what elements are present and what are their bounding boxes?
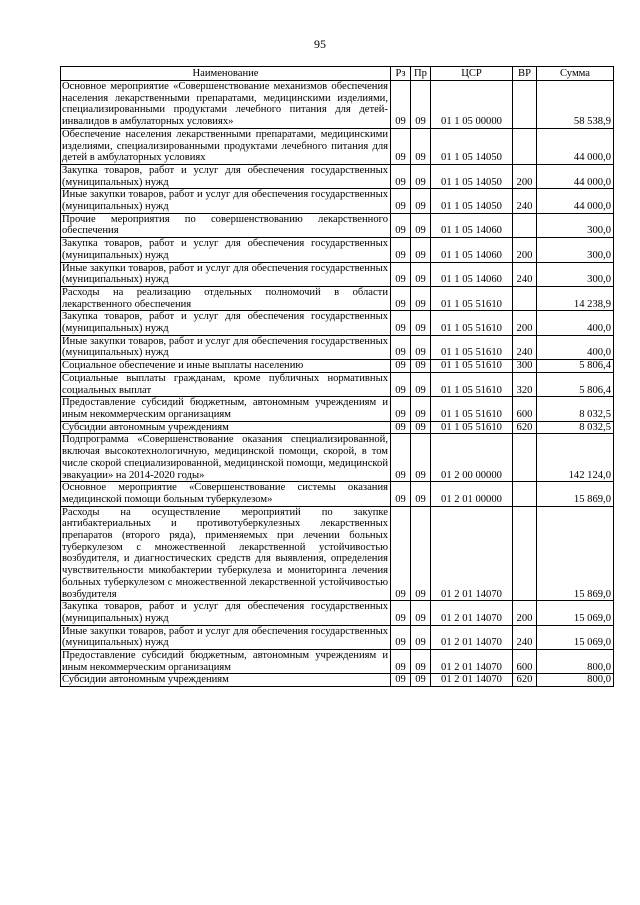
cell-pr: 09: [411, 434, 431, 482]
cell-name: Обеспечение населения лекарственными препаратами, медицинскими изделиями, специализированными продуктами лечебного питания для детей в амбулаторных условиях: [61, 128, 391, 164]
header-sum: Сумма: [537, 67, 614, 81]
cell-name: Социальные выплаты гражданам, кроме публичных нормативных социальных выплат: [61, 372, 391, 396]
cell-rz: 09: [391, 189, 411, 213]
cell-sum: 5 806,4: [537, 360, 614, 373]
cell-vr: [513, 286, 537, 310]
cell-pr: 09: [411, 625, 431, 649]
cell-rz: 09: [391, 335, 411, 359]
cell-vr: 620: [513, 421, 537, 434]
cell-csr: 01 2 01 14070: [431, 625, 513, 649]
cell-pr: 09: [411, 360, 431, 373]
cell-csr: 01 2 01 14070: [431, 650, 513, 674]
cell-rz: 09: [391, 421, 411, 434]
cell-csr: 01 1 05 51610: [431, 360, 513, 373]
header-rz: Рз: [391, 67, 411, 81]
header-pr: Пр: [411, 67, 431, 81]
cell-pr: 09: [411, 213, 431, 237]
table-row: [61, 360, 614, 373]
table-row: [61, 434, 614, 482]
cell-pr: 09: [411, 650, 431, 674]
cell-vr: 620: [513, 674, 537, 687]
table-row: [61, 674, 614, 687]
cell-name: Иные закупки товаров, работ и услуг для обеспечения государственных (муниципальных) нужд: [61, 189, 391, 213]
budget-table: [60, 66, 614, 687]
cell-rz: 09: [391, 650, 411, 674]
cell-sum: 800,0: [537, 674, 614, 687]
cell-rz: 09: [391, 238, 411, 262]
cell-pr: 09: [411, 482, 431, 506]
table-row: [61, 421, 614, 434]
cell-rz: 09: [391, 164, 411, 188]
cell-csr: 01 2 01 14070: [431, 506, 513, 601]
cell-vr: 300: [513, 360, 537, 373]
cell-pr: 09: [411, 397, 431, 421]
cell-rz: 09: [391, 482, 411, 506]
cell-vr: [513, 506, 537, 601]
cell-sum: 8 032,5: [537, 421, 614, 434]
cell-rz: 09: [391, 81, 411, 129]
cell-sum: 44 000,0: [537, 128, 614, 164]
cell-name: Предоставление субсидий бюджетным, автономным учреждениям и иным некоммерческим организациям: [61, 397, 391, 421]
cell-sum: 15 069,0: [537, 625, 614, 649]
cell-pr: 09: [411, 238, 431, 262]
cell-csr: 01 1 05 14050: [431, 189, 513, 213]
cell-rz: 09: [391, 434, 411, 482]
table-header-row: [61, 67, 614, 81]
cell-vr: 240: [513, 335, 537, 359]
cell-csr: 01 2 00 00000: [431, 434, 513, 482]
cell-vr: [513, 81, 537, 129]
cell-name: Основное мероприятие «Совершенствование системы оказания медицинской помощи больным туберкулезом»: [61, 482, 391, 506]
cell-rz: 09: [391, 311, 411, 335]
table-row: [61, 601, 614, 625]
cell-sum: 800,0: [537, 650, 614, 674]
cell-name: Социальное обеспечение и иные выплаты населению: [61, 360, 391, 373]
table-row: [61, 625, 614, 649]
cell-csr: 01 1 05 51610: [431, 286, 513, 310]
cell-csr: 01 1 05 51610: [431, 335, 513, 359]
cell-csr: 01 1 05 14060: [431, 262, 513, 286]
cell-csr: 01 1 05 51610: [431, 372, 513, 396]
table-row: [61, 397, 614, 421]
table-row: [61, 262, 614, 286]
cell-name: Иные закупки товаров, работ и услуг для обеспечения государственных (муниципальных) нужд: [61, 625, 391, 649]
cell-csr: 01 2 01 14070: [431, 601, 513, 625]
cell-sum: 400,0: [537, 335, 614, 359]
cell-rz: 09: [391, 128, 411, 164]
cell-rz: 09: [391, 213, 411, 237]
table-row: [61, 128, 614, 164]
cell-rz: 09: [391, 262, 411, 286]
table-row: [61, 482, 614, 506]
header-csr: ЦСР: [431, 67, 513, 81]
cell-name: Прочие мероприятия по совершенствованию лекарственного обеспечения: [61, 213, 391, 237]
cell-csr: 01 1 05 51610: [431, 397, 513, 421]
cell-pr: 09: [411, 421, 431, 434]
cell-vr: 320: [513, 372, 537, 396]
cell-pr: 09: [411, 335, 431, 359]
cell-name: Расходы на реализацию отдельных полномочий в области лекарственного обеспечения: [61, 286, 391, 310]
table-row: [61, 335, 614, 359]
cell-pr: 09: [411, 128, 431, 164]
cell-name: Предоставление субсидий бюджетным, автономным учреждениям и иным некоммерческим организациям: [61, 650, 391, 674]
cell-csr: 01 1 05 14050: [431, 164, 513, 188]
cell-vr: 200: [513, 164, 537, 188]
cell-name: Расходы на осуществление мероприятий по закупке антибактериальных и противотуберкулезных лекарственных препаратов (второго ряда), применяемых при лечении больных туберкулезом с множественной лекарственной устойчивостью возбудителя, и диагностических средств для выявления, определения чувствительности микобактерии туберкулеза и мониторинга лечения больных туберкулезом с множественной лекарственной устойчивостью возбудителя: [61, 506, 391, 601]
table-row: [61, 164, 614, 188]
cell-vr: [513, 434, 537, 482]
cell-sum: 300,0: [537, 262, 614, 286]
table-row: [61, 189, 614, 213]
cell-name: Субсидии автономным учреждениям: [61, 674, 391, 687]
cell-sum: 300,0: [537, 238, 614, 262]
cell-sum: 15 869,0: [537, 482, 614, 506]
cell-sum: 44 000,0: [537, 189, 614, 213]
cell-name: Закупка товаров, работ и услуг для обеспечения государственных (муниципальных) нужд: [61, 311, 391, 335]
cell-name: Закупка товаров, работ и услуг для обеспечения государственных (муниципальных) нужд: [61, 601, 391, 625]
cell-vr: 240: [513, 189, 537, 213]
cell-sum: 142 124,0: [537, 434, 614, 482]
cell-csr: 01 1 05 14060: [431, 213, 513, 237]
cell-vr: 200: [513, 311, 537, 335]
cell-name: Иные закупки товаров, работ и услуг для обеспечения государственных (муниципальных) нужд: [61, 262, 391, 286]
cell-sum: 400,0: [537, 311, 614, 335]
page-number: 95: [314, 37, 326, 51]
cell-sum: 44 000,0: [537, 164, 614, 188]
cell-vr: 600: [513, 397, 537, 421]
cell-name: Основное мероприятие «Совершенствование механизмов обеспечения населения лекарственными препаратами, медицинскими изделиями, специализированными продуктами лечебного питания для детей-инвалидов в амбулаторных условиях»: [61, 81, 391, 129]
cell-pr: 09: [411, 164, 431, 188]
cell-sum: 8 032,5: [537, 397, 614, 421]
cell-rz: 09: [391, 625, 411, 649]
cell-vr: [513, 213, 537, 237]
cell-vr: 200: [513, 238, 537, 262]
cell-csr: 01 1 05 14060: [431, 238, 513, 262]
cell-name: Закупка товаров, работ и услуг для обеспечения государственных (муниципальных) нужд: [61, 238, 391, 262]
table-row: [61, 213, 614, 237]
header-vr: ВР: [513, 67, 537, 81]
cell-csr: 01 1 05 51610: [431, 311, 513, 335]
cell-rz: 09: [391, 397, 411, 421]
table-row: [61, 81, 614, 129]
table-row: [61, 311, 614, 335]
cell-rz: 09: [391, 286, 411, 310]
cell-csr: 01 2 01 14070: [431, 674, 513, 687]
table-row: [61, 506, 614, 601]
cell-pr: 09: [411, 189, 431, 213]
cell-sum: 15 069,0: [537, 601, 614, 625]
cell-vr: [513, 128, 537, 164]
header-name: Наименование: [61, 67, 391, 81]
cell-vr: [513, 482, 537, 506]
cell-sum: 15 869,0: [537, 506, 614, 601]
cell-pr: 09: [411, 506, 431, 601]
cell-name: Иные закупки товаров, работ и услуг для обеспечения государственных (муниципальных) нужд: [61, 335, 391, 359]
cell-sum: 14 238,9: [537, 286, 614, 310]
cell-vr: 240: [513, 262, 537, 286]
cell-rz: 09: [391, 372, 411, 396]
cell-pr: 09: [411, 311, 431, 335]
cell-name: Субсидии автономным учреждениям: [61, 421, 391, 434]
cell-sum: 58 538,9: [537, 81, 614, 129]
cell-rz: 09: [391, 506, 411, 601]
table-row: [61, 238, 614, 262]
cell-name: Подпрограмма «Совершенствование оказания специализированной, включая высокотехнологичную, медицинской помощи, скорой, в том числе скорой специализированной, медицинской помощи, медицинской эвакуации» на 2014-2020 годы»: [61, 434, 391, 482]
cell-pr: 09: [411, 286, 431, 310]
cell-rz: 09: [391, 674, 411, 687]
table-body: [61, 81, 614, 687]
cell-sum: 5 806,4: [537, 372, 614, 396]
cell-vr: 600: [513, 650, 537, 674]
cell-csr: 01 1 05 51610: [431, 421, 513, 434]
cell-pr: 09: [411, 262, 431, 286]
cell-csr: 01 1 05 14050: [431, 128, 513, 164]
cell-rz: 09: [391, 360, 411, 373]
cell-pr: 09: [411, 372, 431, 396]
cell-sum: 300,0: [537, 213, 614, 237]
cell-vr: 200: [513, 601, 537, 625]
cell-csr: 01 2 01 00000: [431, 482, 513, 506]
table-row: [61, 372, 614, 396]
table-row: [61, 650, 614, 674]
cell-vr: 240: [513, 625, 537, 649]
cell-rz: 09: [391, 601, 411, 625]
cell-pr: 09: [411, 674, 431, 687]
cell-pr: 09: [411, 81, 431, 129]
cell-name: Закупка товаров, работ и услуг для обеспечения государственных (муниципальных) нужд: [61, 164, 391, 188]
cell-csr: 01 1 05 00000: [431, 81, 513, 129]
cell-pr: 09: [411, 601, 431, 625]
table-row: [61, 286, 614, 310]
